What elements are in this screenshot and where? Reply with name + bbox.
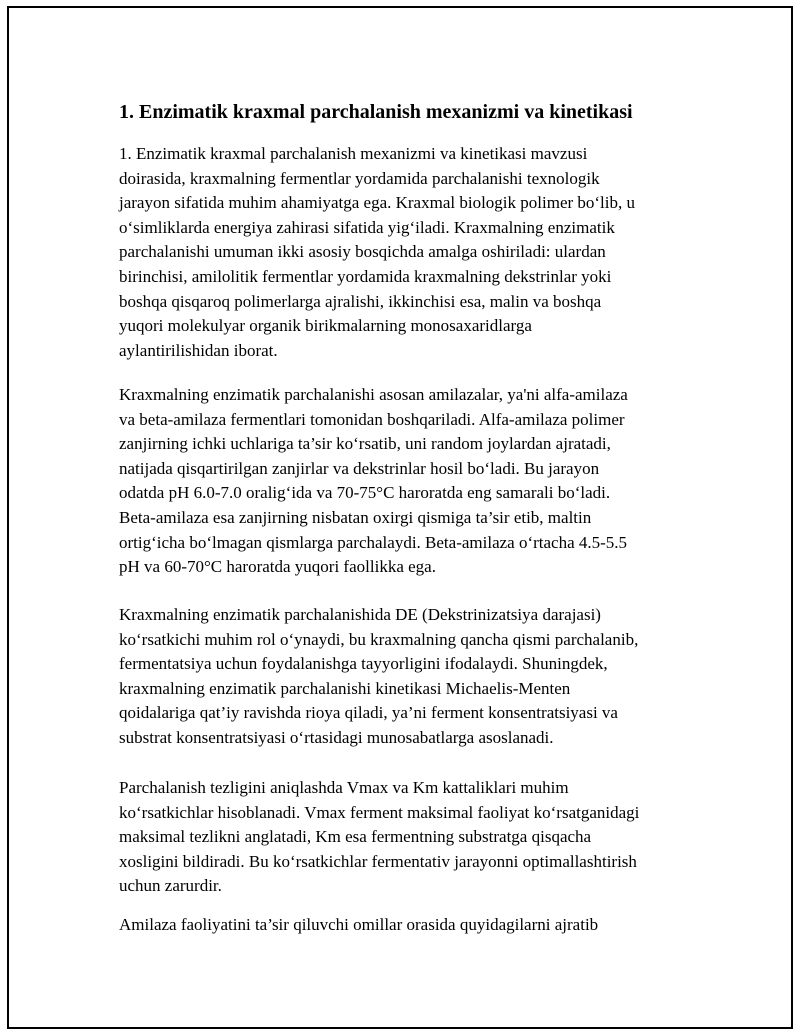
text-line: Beta-amilaza esa zanjirning nisbatan oxirgi qismiga ta’sir etib, maltin [119, 507, 592, 527]
paragraph-1 [119, 142, 635, 363]
document-title: 1. Enzimatik kraxmal parchalanish mexanizmi va kinetikasi [119, 101, 633, 123]
text-line: o‘simliklarda energiya zahirasi sifatida yig‘iladi. Kraxmalning enzimatik [119, 217, 615, 237]
text-line: maksimal tezlikni anglatadi, Km esa fermentning substratga qisqacha [119, 827, 592, 847]
text-line: ortig‘icha bo‘lmagan qismlarga parchalaydi. Beta-amilaza o‘rtacha 4.5-5.5 [119, 532, 628, 552]
text-line: xosligini bildiradi. Bu ko‘rsatkichlar fermentativ jarayonni optimallashtirish [119, 851, 637, 871]
text-line: birinchisi, amilolitik fermentlar yordamida kraxmalning dekstrinlar yoki [119, 266, 612, 286]
text-line: boshqa qisqaroq polimerlarga ajralishi, ikkinchisi esa, malin va boshqa [119, 291, 602, 311]
text-line: Kraxmalning enzimatik parchalanishida DE (Dekstrinizatsiya darajasi) [119, 605, 601, 624]
text-line: Amilaza faoliyatini ta’sir qiluvchi omillar orasida quyidagilarni ajratib [119, 915, 599, 934]
text-line: qoidalariga qat’iy ravishda rioya qiladi, ya’ni ferment konsentratsiyasi va [119, 703, 618, 723]
text-line: fermentatsiya uchun foydalanishga tayyorligini ifodalaydi. Shuningdek, [119, 654, 608, 674]
text-line: substrat konsentratsiyasi o‘rtasidagi munosabatlarga asoslanadi. [119, 727, 554, 747]
text-line: ko‘rsatkichlar hisoblanadi. Vmax ferment maksimal faoliyat ko‘rsatganidagi [119, 802, 640, 822]
text-line: pH va 60-70°C haroratda yuqori faollikka ega. [119, 557, 436, 577]
text-line: uchun zarurdir. [119, 876, 222, 896]
text-line: jarayon sifatida muhim ahamiyatga ega. Kraxmal biologik polimer bo‘lib, u [119, 193, 636, 213]
text-line: aylantirilishidan iborat. [119, 340, 278, 360]
text-line: doirasida, kraxmalning fermentlar yordamida parchalanishi texnologik [119, 168, 600, 188]
paragraph-4 [119, 776, 639, 899]
text-line: va beta-amilaza fermentlari tomonidan boshqariladi. Alfa-amilaza polimer [119, 409, 625, 429]
text-line: Kraxmalning enzimatik parchalanishi asosan amilazalar, ya'ni alfa-amilaza [119, 385, 628, 404]
text-line: ko‘rsatkichi muhim rol o‘ynaydi, bu kraxmalning qancha qismi parchalanib, [119, 629, 639, 649]
text-line: Parchalanish tezligini aniqlashda Vmax va Km kattaliklari muhim [119, 778, 569, 797]
document-body [119, 100, 699, 934]
paragraph-5 [119, 913, 598, 938]
paragraph-3 [119, 603, 638, 751]
text-line: kraxmalning enzimatik parchalanishi kinetikasi Michaelis-Menten [119, 678, 571, 698]
text-line: zanjirning ichki uchlariga ta’sir ko‘rsatib, uni random joylardan ajratadi, [119, 434, 611, 454]
text-line: odatda pH 6.0-7.0 oralig‘ida va 70-75°C haroratda eng samarali bo‘ladi. [119, 483, 611, 503]
paragraph-2 [119, 383, 628, 580]
text-line: natijada qisqartirilgan zanjirlar va dekstrinlar hosil bo‘ladi. Bu jarayon [119, 458, 600, 478]
text-line: parchalanishi umuman ikki asosiy bosqichda amalga oshiriladi: ulardan [119, 242, 606, 262]
page-frame [7, 6, 793, 1029]
text-line: yuqori molekulyar organik birikmalarning monosaxaridlarga [119, 316, 532, 336]
text-line: 1. Enzimatik kraxmal parchalanish mexanizmi va kinetikasi mavzusi [119, 144, 588, 163]
